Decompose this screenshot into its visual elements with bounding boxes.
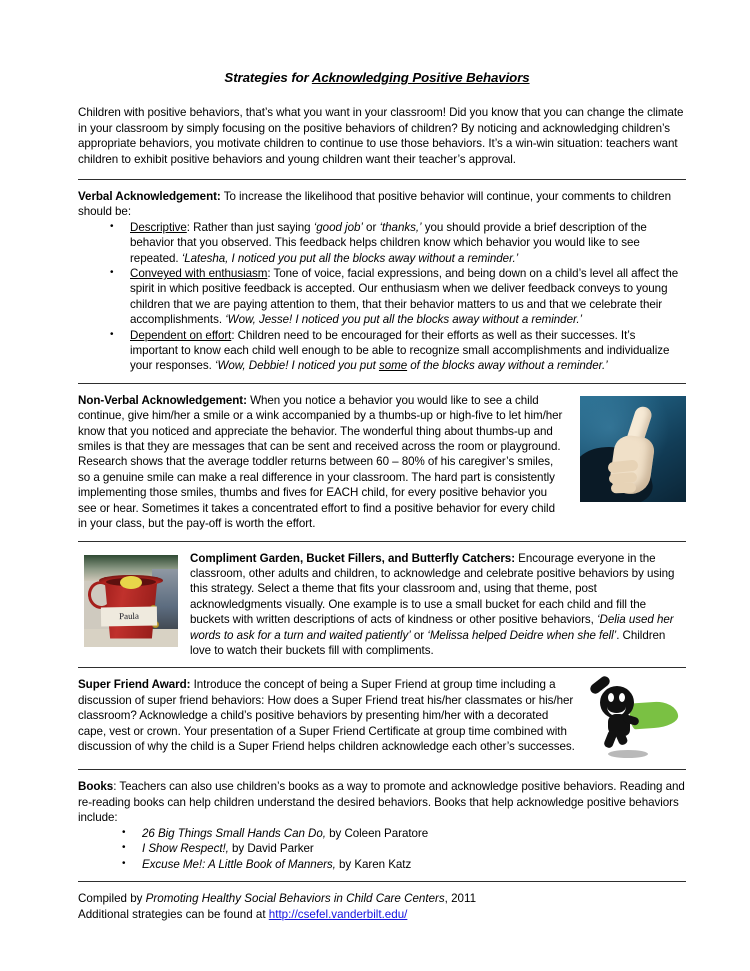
- non-verbal-acknowledgement-section: [78, 393, 686, 532]
- compliment-mid: or: [410, 628, 428, 642]
- bullet-quote-good-job: ‘good job’: [313, 220, 363, 234]
- verbal-lead: To increase the likelihood that positive behavior will continue, your comments to children should be:: [78, 189, 671, 219]
- verbal-bullet-list: [78, 220, 686, 374]
- intro-paragraph: Children with positive behaviors, that’s what you want in your classroom! Did you know that you can change the climate in your classroom by simply focusing on the positive behaviors of children? By noticing and acknowledging children’s appropriate behaviors, you motivate children to continue to use those behaviors. It’s a win-win situation: teachers want children to exhibit positive behaviors and young children want their teacher’s approval.: [78, 106, 684, 166]
- bucket-image: [84, 555, 178, 647]
- cape-shape: [629, 701, 679, 730]
- super-friend-body: Introduce the concept of being a Super Friend at group time including a discussion of super friend behaviors: How does a Super Friend treat his/her classmates or his/her classroom? Acknowledge a child’s positive behaviors by presenting him/her with a decorated cape, vest or crown. Your presentation of a Super Friend Certificate at group time combined with discussion of why the child is a Super Friend helps children acknowledge each other’s successes.: [78, 678, 575, 753]
- book-author: by Karen Katz: [335, 857, 412, 871]
- bullet-term-enthusiasm: Conveyed with enthusiasm: [130, 267, 268, 280]
- bucket-name-label: [101, 606, 157, 626]
- compliment-example-melissa: ‘Melissa helped Deidre when she fell’: [427, 628, 617, 642]
- document-footer: [78, 891, 686, 922]
- book-title: 26 Big Things Small Hands Can Do,: [142, 826, 326, 840]
- book-author: by David Parker: [228, 842, 314, 856]
- bullet-example-latesha: ‘Latesha, I noticed you put all the blocks away without a reminder.’: [181, 251, 519, 265]
- bullet-text: : Rather than just saying: [186, 220, 314, 234]
- bullet-term-effort: Dependent on effort: [130, 328, 232, 342]
- divider-5: [78, 769, 686, 770]
- super-friend-heading: Super Friend Award:: [78, 678, 191, 692]
- yellow-item: [120, 576, 142, 589]
- bullet-text: : Tone of voice, facial expressions, and being down on a child’s level all affect the spirit in which positive feedback is accepted. Our enthusiasm when we deliver feedback conveys to young children that we are paying attention to them, that their behavior matters to us and that we celebrate their accomplishments.: [130, 267, 679, 327]
- knuckle-shape: [611, 482, 636, 493]
- bullet-example-debbie-post: of the blocks away without a reminder.’: [407, 359, 608, 373]
- divider-4: [78, 667, 686, 668]
- divider-1: [78, 179, 686, 180]
- book-author: by Coleen Paratore: [325, 826, 429, 840]
- verbal-heading-line: [78, 189, 686, 220]
- bullet-text: : Children need to be encouraged for their efforts as well as their successes. It’s important to know each child well enough to be able to recognize small accomplishments and individualize your responses.: [130, 328, 670, 373]
- additional-prefix: Additional strategies can be found at: [78, 907, 269, 921]
- books-list: [78, 826, 686, 873]
- verbal-acknowledgement-section: [78, 189, 686, 374]
- non-verbal-heading: Non-Verbal Acknowledgement:: [78, 393, 247, 407]
- divider-3: [78, 541, 686, 542]
- books-section: [78, 779, 686, 872]
- compiled-source-title: Promoting Healthy Social Behaviors in Child Care Centers: [145, 892, 445, 906]
- list-item: [108, 266, 686, 328]
- compliment-heading: Compliment Garden, Bucket Fillers, and Butterfly Catchers:: [190, 551, 516, 565]
- books-paragraph: [78, 779, 686, 825]
- title-prefix: Strategies for: [224, 70, 312, 85]
- book-title: Excuse Me!: A Little Book of Manners,: [142, 857, 336, 871]
- compliment-tail: . Children love to watch their buckets fill with compliments.: [190, 628, 666, 657]
- page-title: [78, 70, 690, 85]
- bullet-example-debbie-pre: ‘Wow, Debbie! I noticed you put: [214, 359, 379, 373]
- non-verbal-body: When you notice a behavior you would like to see a child continue, give him/her a smile or a wink accompanied by a thumbs-up or high-five to let him/her know that you noticed and appreciate the behavior. The wonderful thing about thumbs-up and smiles is that they are messages that can be sent and received across the room or playground. Research shows that the average toddler returns between 60 – 80% of his caregiver’s smiles, so a genuine smile can make a real difference in your classroom. The hard part is consistently implementing those smiles, thumbs and fives for EACH child, for every positive behavior you see or hear. Sometimes it takes a concentrated effort to find a positive behavior for every child in your class, but the pay-off is worth the effort.: [78, 393, 563, 531]
- bullet-quote-thanks: ‘thanks,’: [379, 220, 422, 234]
- compliment-body: Encourage everyone in the classroom, other adults and children, to acknowledge and celebrate positive behaviors by using this strategy. Select a theme that fits your classroom and, using that theme, post acknowledgments visually. One example is to use a small bucket for each child and fill the buckets with written descriptions of acts of kindness or other positive behaviors,: [190, 551, 675, 627]
- compiled-by-line: [78, 891, 686, 907]
- list-item: [120, 841, 686, 857]
- ground-shadow: [608, 750, 648, 758]
- book-title: I Show Respect!,: [142, 842, 229, 856]
- bullet-example-jesse: ‘Wow, Jesse! I noticed you put all the blocks away without a reminder.’: [225, 313, 583, 327]
- csefel-website-link[interactable]: http://csefel.vanderbilt.edu/: [268, 907, 408, 921]
- verbal-heading: Verbal Acknowledgement:: [78, 189, 221, 203]
- divider-2: [78, 383, 686, 384]
- bullet-body: you should provide a brief description of the behavior that you observed. This feedback helps children know which behavior you would like to see repeated.: [130, 220, 647, 265]
- compliment-garden-section: [78, 551, 686, 659]
- thumbs-up-photo: [580, 396, 686, 502]
- superhero-clipart: [590, 680, 686, 758]
- bullet-example-emphasis-some: some: [378, 359, 408, 373]
- red-bucket-photo: [84, 555, 178, 647]
- super-friend-paragraph: [78, 677, 583, 754]
- title-underlined-part: Acknowledging Positive Behaviors: [311, 70, 530, 85]
- bullet-text-mid: or: [362, 220, 380, 234]
- superhero-image: [590, 680, 686, 758]
- bucket-name-text: Paula: [119, 610, 139, 621]
- compiled-year: , 2011: [444, 892, 477, 906]
- additional-strategies-line: [78, 907, 686, 923]
- list-item: [108, 328, 686, 374]
- compliment-example-delia: ‘Delia used her words to ask for a turn and waited patiently’: [190, 613, 674, 642]
- books-body: : Teachers can also use children’s books as a way to promote and acknowledge positive behaviors. Reading and re-reading books can help children understand the desired behaviors. Books that help acknowledge positive behaviors include:: [78, 780, 685, 825]
- list-item: [108, 220, 686, 266]
- thumbs-up-image: [580, 396, 686, 502]
- list-item: [120, 826, 686, 842]
- divider-6: [78, 881, 686, 882]
- super-friend-award-section: [78, 677, 686, 760]
- compiled-prefix: Compiled by: [78, 892, 146, 906]
- bullet-term-descriptive: Descriptive: [130, 220, 187, 234]
- list-item: [120, 857, 686, 873]
- books-heading: Books: [78, 780, 114, 794]
